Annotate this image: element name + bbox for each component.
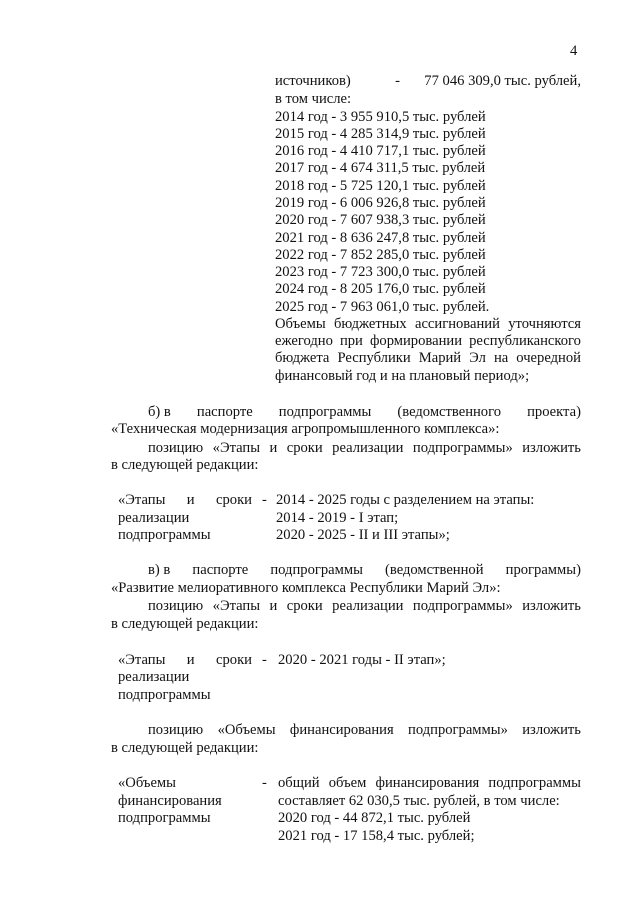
section-b-label: подпрограммы bbox=[118, 527, 211, 543]
section-v-subprogram-name: «Развитие мелиоративного комплекса Республики Марий Эл»: bbox=[111, 580, 501, 596]
financing-line: 2023 год - 7 723 300,0 тыс. рублей bbox=[275, 264, 486, 280]
financing-position: позицию «Объемы финансирования подпрограммы» изложить bbox=[148, 722, 581, 738]
financing-dash: - bbox=[262, 775, 267, 791]
financing-position-cont: в следующей редакции: bbox=[111, 740, 259, 756]
section-v-label: «Этапы и сроки bbox=[118, 652, 252, 668]
financing-line: 2022 год - 7 852 285,0 тыс. рублей bbox=[275, 247, 486, 263]
financing-value: 2021 год - 17 158,4 тыс. рублей; bbox=[278, 828, 475, 844]
section-b-value: 2014 - 2019 - I этап; bbox=[276, 510, 399, 526]
section-v-label: реализации bbox=[118, 669, 190, 685]
section-v-position-cont: в следующей редакции: bbox=[111, 616, 259, 632]
financing-label: подпрограммы bbox=[118, 810, 211, 826]
note-line: бюджета Республики Марий Эл на очередной bbox=[275, 350, 581, 366]
section-b-dash: - bbox=[262, 492, 267, 508]
first-line: источников) - 77 046 309,0 тыс. рублей, bbox=[275, 73, 581, 89]
section-b-position-cont: в следующей редакции: bbox=[111, 457, 259, 473]
financing-line: 2024 год - 8 205 176,0 тыс. рублей bbox=[275, 281, 486, 297]
section-b-position: позицию «Этапы и сроки реализации подпрограммы» изложить bbox=[148, 440, 581, 456]
financing-line: 2020 год - 7 607 938,3 тыс. рублей bbox=[275, 212, 486, 228]
financing-line: 2015 год - 4 285 314,9 тыс. рублей bbox=[275, 126, 486, 142]
financing-line: 2014 год - 3 955 910,5 тыс. рублей bbox=[275, 109, 486, 125]
section-b-label: реализации bbox=[118, 510, 190, 526]
section-b-value: 2020 - 2025 - II и III этапы»; bbox=[276, 527, 450, 543]
financing-line: 2021 год - 8 636 247,8 тыс. рублей bbox=[275, 230, 486, 246]
section-b-label: «Этапы и сроки bbox=[118, 492, 252, 508]
note-last-line: финансовый год и на плановый период»; bbox=[275, 368, 530, 384]
financing-line: в том числе: bbox=[275, 91, 352, 107]
financing-value: составляет 62 030,5 тыс. рублей, в том числе: bbox=[278, 793, 560, 809]
financing-line: 2025 год - 7 963 061,0 тыс. рублей. bbox=[275, 299, 490, 315]
section-b-subprogram-name: «Техническая модернизация агропромышленного комплекса»: bbox=[111, 421, 500, 437]
note-line: ежегодно при формировании республиканского bbox=[275, 333, 581, 349]
section-v-label: подпрограммы bbox=[118, 687, 211, 703]
financing-value: 2020 год - 44 872,1 тыс. рублей bbox=[278, 810, 471, 826]
financing-line: 2016 год - 4 410 717,1 тыс. рублей bbox=[275, 143, 486, 159]
section-b-heading: б) в паспорте подпрограммы (ведомственного проекта) bbox=[148, 404, 581, 420]
financing-line: 2018 год - 5 725 120,1 тыс. рублей bbox=[275, 178, 486, 194]
section-v-position: позицию «Этапы и сроки реализации подпрограммы» изложить bbox=[148, 598, 581, 614]
financing-line: 2019 год - 6 006 926,8 тыс. рублей bbox=[275, 195, 486, 211]
section-v-value: 2020 - 2021 годы - II этап»; bbox=[278, 652, 446, 668]
note-line: Объемы бюджетных ассигнований уточняются bbox=[275, 316, 581, 332]
financing-line: 2017 год - 4 674 311,5 тыс. рублей bbox=[275, 160, 486, 176]
financing-value: общий объем финансирования подпрограммы bbox=[278, 775, 581, 791]
page-number: 4 bbox=[570, 43, 578, 59]
section-b-value: 2014 - 2025 годы с разделением на этапы: bbox=[276, 492, 535, 508]
section-v-heading: в) в паспорте подпрограммы (ведомственной программы) bbox=[148, 562, 581, 578]
section-v-dash: - bbox=[262, 652, 267, 668]
financing-label: «Объемы bbox=[118, 775, 176, 791]
financing-label: финансирования bbox=[118, 793, 222, 809]
